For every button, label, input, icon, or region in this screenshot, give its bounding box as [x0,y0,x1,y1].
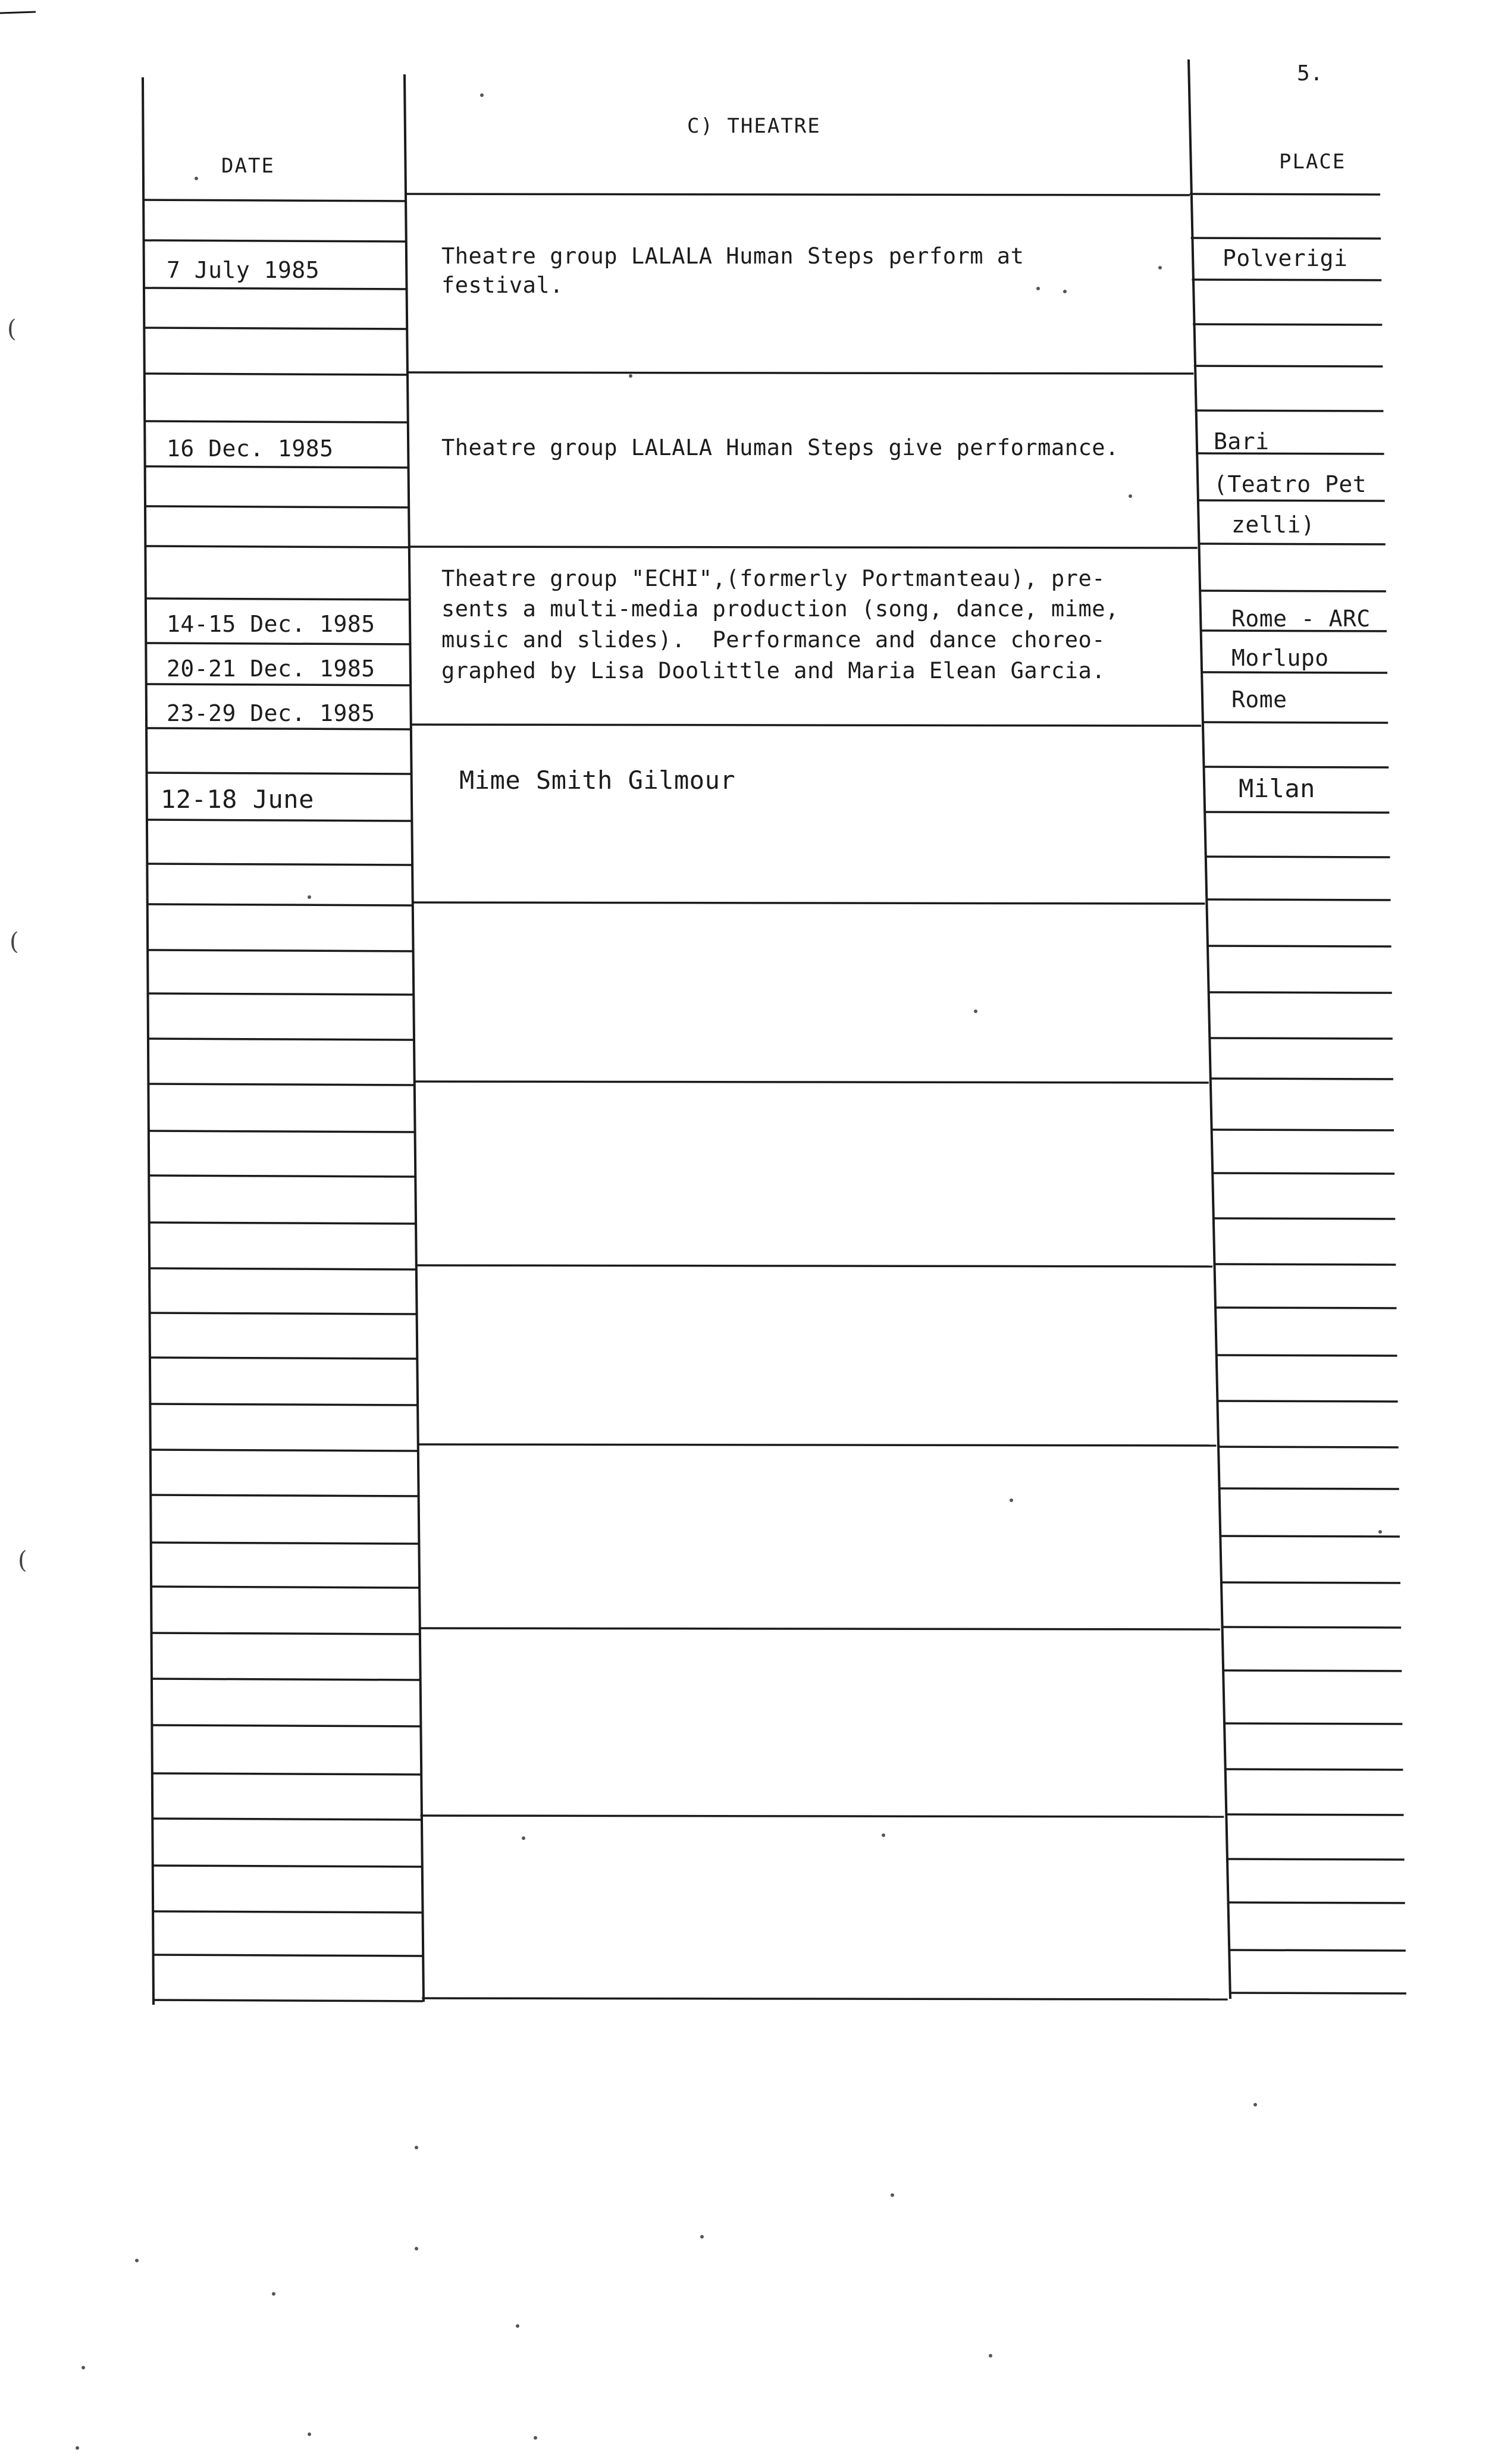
scan-speck [415,2247,418,2250]
rule-line [145,546,409,547]
scan-speck [1253,2103,1257,2106]
entry-description: festival. [441,272,563,298]
rule-line [1213,1218,1395,1219]
entry-date: 7 July 1985 [167,257,320,283]
rule-line [1209,1038,1392,1039]
rule-line [146,773,412,774]
rule-line [152,1773,421,1775]
scan-speck [76,2446,79,2450]
scan-speck [195,177,198,180]
place-column-header: PLACE [1279,150,1346,174]
rule-line [143,77,153,2005]
rule-line [1227,1859,1404,1860]
rule-line [147,864,412,865]
entry-place: (Teatro Pet [1214,471,1367,497]
rule-line [1191,238,1381,239]
scan-speck [1036,287,1040,290]
rule-line [151,1679,420,1680]
rule-line [1223,1670,1402,1671]
rule-line [1228,1902,1405,1903]
entry-date: 14-15 Dec. 1985 [167,611,375,637]
rule-line [144,374,408,375]
rule-line [1224,1723,1402,1724]
rule-line [0,12,36,13]
entry-date: 12-18 June [161,785,314,814]
scan-speck [480,93,484,97]
rule-line [149,1313,416,1314]
rule-line [149,1175,415,1177]
rule-line [143,288,407,289]
rule-line [1206,899,1390,900]
entry-place: Rome - ARC [1231,606,1371,632]
rule-line [150,1450,418,1451]
rule-line [145,598,410,600]
rule-line [148,1039,414,1040]
scan-speck [135,2259,139,2262]
rule-line [150,1404,418,1405]
rule-line [148,993,413,995]
scan-speck [82,2366,85,2369]
rule-line [152,1819,422,1820]
entry-place: Milan [1239,774,1315,803]
rule-line [1217,1401,1398,1402]
rule-line [412,902,1205,904]
entry-description: Theatre group LALALA Human Steps perform at [441,243,1024,269]
rule-line [149,1358,417,1359]
rule-line [144,421,408,422]
scan-speck [522,1836,525,1840]
rule-line [405,74,424,2002]
rule-line [1226,1814,1403,1815]
rule-line [409,547,1197,548]
page-number: 5. [1297,61,1324,86]
rule-line [408,372,1194,374]
rule-line [146,820,412,821]
margin-paren-mark: ( [10,928,19,955]
rule-line [414,1081,1209,1083]
scan-speck [516,2324,519,2328]
rule-line [1195,410,1384,411]
rule-line [410,725,1201,726]
entry-description: Theatre group "ECHI",(formerly Portmanteau), pre- [441,566,1106,591]
rule-line [1190,194,1380,195]
scan-speck [989,2354,992,2358]
entry-place: Rome [1231,686,1287,713]
rule-line [151,1495,418,1496]
rule-line [148,1131,415,1132]
rule-line [153,2000,424,2001]
rule-line [422,1998,1227,1999]
scan-speck [1063,290,1067,293]
scan-speck [534,2436,537,2440]
entry-place: Bari [1214,428,1270,454]
entry-description: Mime Smith Gilmour [459,766,736,795]
rule-line [419,1628,1220,1629]
rule-line [1220,1536,1400,1537]
rule-line [148,1084,415,1085]
rule-line [1202,722,1388,723]
rule-line [151,1633,419,1634]
scan-speck [272,2292,275,2296]
scan-speck [1129,494,1132,498]
rule-line [1223,1627,1401,1628]
entry-place: Polverigi [1223,245,1348,271]
scan-speck [882,1833,885,1837]
scan-speck [700,2235,704,2239]
rule-line [1208,992,1392,993]
rule-line [1204,812,1389,813]
rule-line [145,466,409,468]
rule-line [1197,500,1385,501]
rule-line [149,1268,416,1269]
rule-line [145,506,409,507]
rule-line [151,1587,419,1588]
rule-line [145,643,410,644]
scan-speck [1378,1530,1382,1534]
rule-line [147,904,413,905]
rule-line [421,1816,1224,1817]
rule-line [1226,1769,1403,1770]
entry-date: 16 Dec. 1985 [167,435,334,462]
entry-description: sents a multi-media production (song, dance, mime, [441,596,1119,622]
entry-description: music and slides). Performance and dance choreo- [441,627,1106,653]
rule-line [1189,59,1230,1999]
margin-paren-mark: ( [18,1547,27,1574]
rule-line [415,1265,1212,1267]
entry-date: 20-21 Dec. 1985 [167,656,375,682]
rule-line [151,1543,419,1544]
scan-speck [415,2146,418,2149]
entry-place: Morlupo [1231,645,1329,671]
scan-speck [974,1010,977,1013]
scan-speck [1158,266,1162,269]
rule-line [406,194,1190,195]
entry-place: zelli) [1231,512,1315,538]
rule-line [152,1866,422,1867]
rule-line [417,1444,1216,1446]
scan-speck [891,2193,894,2197]
margin-paren-mark: ( [7,315,17,343]
scan-speck [629,374,632,378]
entry-description: graphed by Lisa Doolittle and Maria Elean Garcia. [441,658,1106,684]
rule-line [1221,1582,1400,1583]
rule-line [143,200,406,201]
rule-line [1212,1173,1395,1174]
rule-line [149,1222,416,1224]
rule-line [153,1911,422,1913]
scan-speck [308,2432,311,2436]
entry-date: 23-29 Dec. 1985 [167,700,375,726]
scan-speck [1010,1499,1013,1502]
rule-line [1216,1355,1397,1356]
rule-line [152,1725,421,1726]
date-column-header: DATE [221,154,275,178]
rule-line [147,950,413,951]
rule-line [143,240,406,242]
rule-line [143,328,407,329]
rule-line [1220,1488,1399,1489]
rule-line [1193,324,1382,325]
rule-line [1230,1950,1406,1951]
rule-line [153,1955,422,1956]
rule-line [146,684,410,685]
section-title: C) THEATRE [687,114,821,138]
scan-speck [308,895,311,899]
rule-line [1214,1264,1396,1265]
entry-description: Theatre group LALALA Human Steps give performance. [441,435,1119,460]
